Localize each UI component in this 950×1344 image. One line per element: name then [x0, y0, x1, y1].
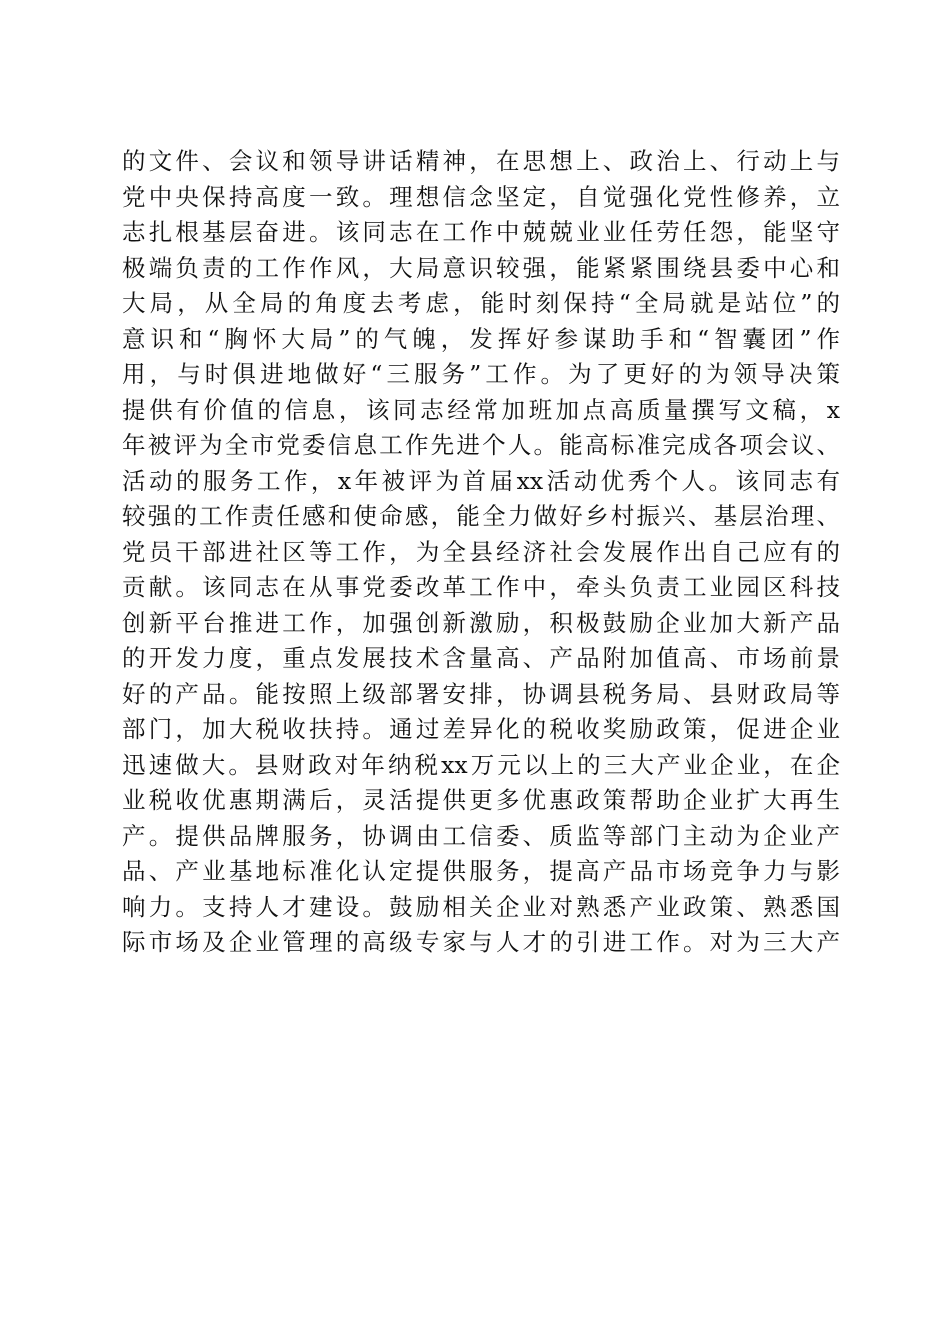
text-line: 产。提供品牌服务，协调由工信委、质监等部门主动为企业产 [122, 821, 840, 850]
text-line: 年被评为全市党委信息工作先进个人。能高标准完成各项会议、 [122, 431, 840, 459]
text-line: 极端负责的工作作风，大局意识较强，能紧紧围绕县委中心和 [122, 253, 840, 282]
text-line: 大局，从全局的角度去考虑，能时刻保持“全局就是站位”的 [122, 289, 840, 317]
text-line: 较强的工作责任感和使命感，能全力做好乡村振兴、基层治理、 [122, 502, 840, 530]
text-line: 志扎根基层奋进。该同志在工作中兢兢业业任劳任怨，能坚守 [122, 218, 840, 246]
document-body [122, 144, 840, 961]
text-line: 活动的服务工作，x年被评为首届xx活动优秀个人。该同志有 [122, 466, 840, 495]
text-line: 迅速做大。县财政对年纳税xx万元以上的三大产业企业，在企 [122, 750, 840, 779]
text-line: 部门，加大税收扶持。通过差异化的税收奖励政策，促进企业 [122, 715, 840, 743]
text-line: 好的产品。能按照上级部署安排，协调县税务局、县财政局等 [122, 679, 840, 708]
text-line: 业税收优惠期满后，灵活提供更多优惠政策帮助企业扩大再生 [122, 786, 840, 814]
text-line: 党中央保持高度一致。理想信念坚定，自觉强化党性修养，立 [122, 182, 840, 211]
text-line: 党员干部进社区等工作，为全县经济社会发展作出自己应有的 [122, 537, 840, 566]
text-line: 贡献。该同志在从事党委改革工作中，牵头负责工业园区科技 [122, 573, 840, 601]
text-line: 创新平台推进工作，加强创新激励，积极鼓励企业加大新产品 [122, 608, 840, 637]
text-line: 品、产业基地标准化认定提供服务，提高产品市场竞争力与影 [122, 857, 840, 885]
text-line: 的文件、会议和领导讲话精神，在思想上、政治上、行动上与 [122, 147, 840, 175]
text-line: 意识和“胸怀大局”的气魄，发挥好参谋助手和“智囊团”作 [122, 324, 840, 353]
text-line: 响力。支持人才建设。鼓励相关企业对熟悉产业政策、熟悉国 [122, 892, 840, 921]
text-line: 用，与时俱进地做好“三服务”工作。为了更好的为领导决策 [122, 360, 840, 388]
text-line: 的开发力度，重点发展技术含量高、产品附加值高、市场前景 [122, 644, 840, 672]
text-line: 际市场及企业管理的高级专家与人才的引进工作。对为三大产 [122, 928, 840, 956]
text-line: 提供有价值的信息，该同志经常加班加点高质量撰写文稿，x [122, 395, 840, 424]
